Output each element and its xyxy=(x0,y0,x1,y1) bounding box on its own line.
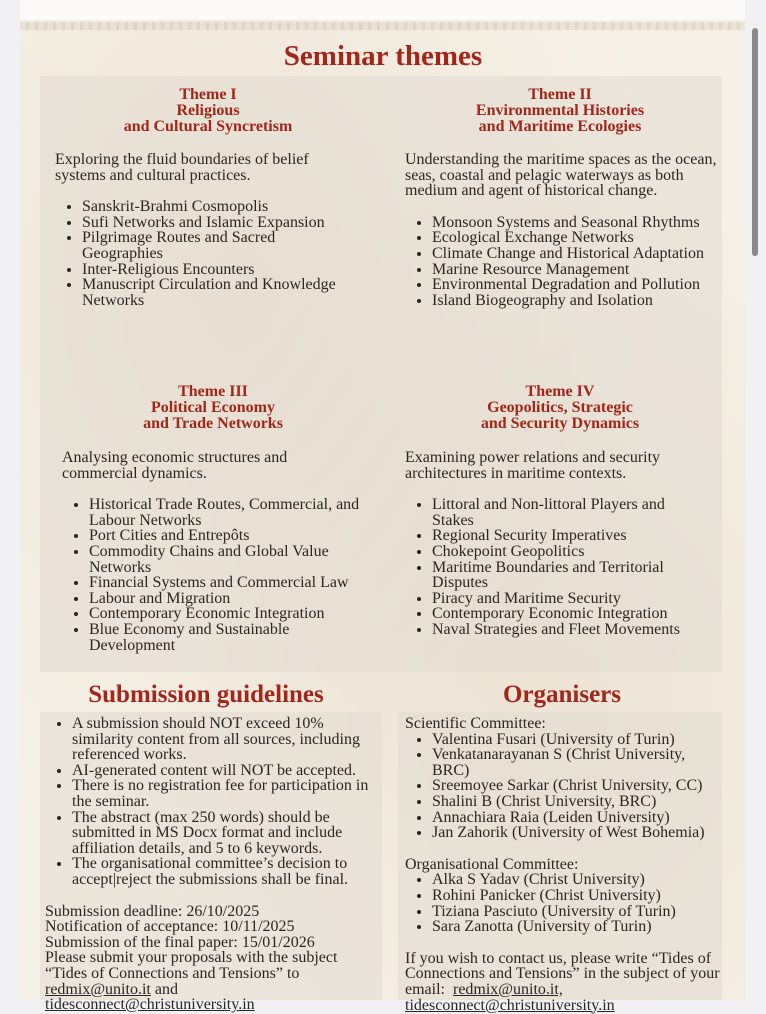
final-paper-date: Submission of the final paper: 15/01/2026 xyxy=(45,933,315,951)
organisers-heading: Organisers xyxy=(502,681,622,708)
list-item: • Maritime Boundaries and Territorial Disputes xyxy=(432,560,710,591)
theme-2-heading xyxy=(410,87,710,135)
member-item: • Jan Zahorik (University of West Bohemia) xyxy=(432,825,720,841)
member-item: • Venkatanarayanan S (Christ University, BRC) xyxy=(432,747,720,778)
theme-title: and Maritime Ecologies xyxy=(478,118,642,135)
scientific-committee-label: Scientific Committee: xyxy=(405,715,546,732)
theme-title: and Cultural Syncretism xyxy=(123,118,293,135)
email-link-christ[interactable]: tidesconnect@christuniversity.in xyxy=(405,996,615,1014)
list-item: • Inter-Religious Encounters xyxy=(82,262,355,278)
theme-4-body xyxy=(405,450,710,638)
theme-3-body xyxy=(62,450,362,653)
list-item: • Chokepoint Geopolitics xyxy=(432,544,710,560)
theme-description: Understanding the maritime spaces as the ocean, seas, coastal and pelagic waterways as both medium and agent of historical change. xyxy=(405,151,717,200)
theme-number: Theme I xyxy=(179,86,237,103)
submission-deadline: Submission deadline: 26/10/2025 xyxy=(45,902,260,920)
organisational-committee-label: Organisational Committee: xyxy=(405,855,579,873)
list-item: • Sufi Networks and Islamic Expansion xyxy=(82,215,355,231)
theme-1-heading xyxy=(58,87,358,135)
theme-2-body xyxy=(405,152,717,308)
theme-list xyxy=(62,497,362,653)
member-item: • Valentina Fusari (University of Turin) xyxy=(432,732,720,748)
theme-title: Political Economy xyxy=(151,399,275,416)
member-item: • Tiziana Pasciuto (University of Turin) xyxy=(432,904,720,920)
rule-item: • A submission should NOT exceed 10% similarity content from all sources, including referenced works. xyxy=(72,716,380,763)
member-item: • Annachiara Raia (Leiden University) xyxy=(432,810,720,826)
email-link-christ[interactable]: tidesconnect@christuniversity.in xyxy=(45,996,255,1014)
theme-list xyxy=(405,215,717,309)
theme-title: and Security Dynamics xyxy=(480,415,640,432)
member-item: • Alka S Yadav (Christ University) xyxy=(432,872,720,888)
theme-number: Theme II xyxy=(528,86,592,103)
list-item: • Commodity Chains and Global Value Networks xyxy=(89,544,362,575)
theme-list xyxy=(55,199,355,308)
theme-description: Exploring the fluid boundaries of belief systems and cultural practices. xyxy=(55,151,309,184)
member-item: • Sreemoyee Sarkar (Christ University, CC) xyxy=(432,778,720,794)
rule-item: • The organisational committee’s decision to accept|reject the submissions shall be final. xyxy=(72,856,380,887)
scientific-committee-list xyxy=(405,732,720,841)
theme-title: Environmental Histories xyxy=(475,102,645,119)
notification-date: Notification of acceptance: 10/11/2025 xyxy=(45,918,295,936)
theme-list xyxy=(405,497,710,637)
member-item: • Sara Zanotta (University of Turin) xyxy=(432,919,720,935)
list-item: • Port Cities and Entrepôts xyxy=(89,528,362,544)
rule-item: • There is no registration fee for participation in the seminar. xyxy=(72,778,380,809)
rule-item: • AI-generated content will NOT be accepted. xyxy=(72,763,380,779)
list-item: • Financial Systems and Commercial Law xyxy=(89,575,362,591)
list-item: • Pilgrimage Routes and Sacred Geographies xyxy=(82,230,355,261)
submission-heading: Submission guidelines xyxy=(88,681,324,708)
submission-instructions xyxy=(45,950,380,1012)
theme-title: and Trade Networks xyxy=(143,415,283,432)
list-item: • Manuscript Circulation and Knowledge Networks xyxy=(82,277,355,308)
email-link-unito[interactable]: redmix@unito.it xyxy=(45,980,151,998)
contact-text: If you wish to contact us, please write “Tides of Connections and Tensions” in the subject of your email: xyxy=(405,949,720,998)
list-item: • Marine Resource Management xyxy=(432,262,717,278)
organisational-committee-list xyxy=(405,872,720,934)
contact-info xyxy=(405,951,720,1013)
list-item: • Blue Economy and Sustainable Development xyxy=(89,622,362,653)
list-item: • Ecological Exchange Networks xyxy=(432,230,717,246)
submission-body xyxy=(45,716,380,1013)
list-item: • Labour and Migration xyxy=(89,591,362,607)
list-item: • Regional Security Imperatives xyxy=(432,528,710,544)
theme-number: Theme IV xyxy=(525,383,595,400)
instructions-text: Please submit your proposals with the subject “Tides of Connections and Tensions” to xyxy=(45,949,338,982)
theme-number: Theme III xyxy=(178,383,248,400)
submission-rules xyxy=(45,716,380,888)
list-item: • Naval Strategies and Fleet Movements xyxy=(432,622,710,638)
theme-4-heading xyxy=(410,384,710,432)
top-band xyxy=(20,0,745,20)
list-item: • Island Biogeography and Isolation xyxy=(432,293,717,309)
page-title: Seminar themes xyxy=(283,40,483,72)
list-item: • Sanskrit-Brahmi Cosmopolis xyxy=(82,199,355,215)
list-item: • Climate Change and Historical Adaptation xyxy=(432,246,717,262)
theme-title: Geopolitics, Strategic xyxy=(487,399,633,416)
member-item: • Rohini Panicker (Christ University) xyxy=(432,888,720,904)
list-item: • Historical Trade Routes, Commercial, and Labour Networks xyxy=(89,497,362,528)
list-item: • Contemporary Economic Integration xyxy=(432,606,710,622)
list-item: • Contemporary Economic Integration xyxy=(89,606,362,622)
list-item: • Littoral and Non-littoral Players and Stakes xyxy=(432,497,710,528)
list-item: • Monsoon Systems and Seasonal Rhythms xyxy=(432,215,717,231)
theme-1-body xyxy=(55,152,355,308)
list-item: • Environmental Degradation and Pollution xyxy=(432,277,717,293)
theme-description: Analysing economic structures and commercial dynamics. xyxy=(62,449,288,482)
theme-3-heading xyxy=(63,384,363,432)
organisers-body xyxy=(405,716,720,1013)
theme-description: Examining power relations and security architectures in maritime contexts. xyxy=(405,449,661,482)
email-link-unito[interactable]: redmix@unito.it, xyxy=(452,980,563,998)
rule-item: • The abstract (max 250 words) should be submitted in MS Docx format and include affiliation details, and 5 to 6 keywords. xyxy=(72,810,380,857)
and-text: and xyxy=(154,980,178,998)
decorative-border xyxy=(20,22,745,30)
member-item: • Shalini B (Christ University, BRC) xyxy=(432,794,720,810)
theme-title: Religious xyxy=(176,102,240,119)
list-item: • Piracy and Maritime Security xyxy=(432,591,710,607)
